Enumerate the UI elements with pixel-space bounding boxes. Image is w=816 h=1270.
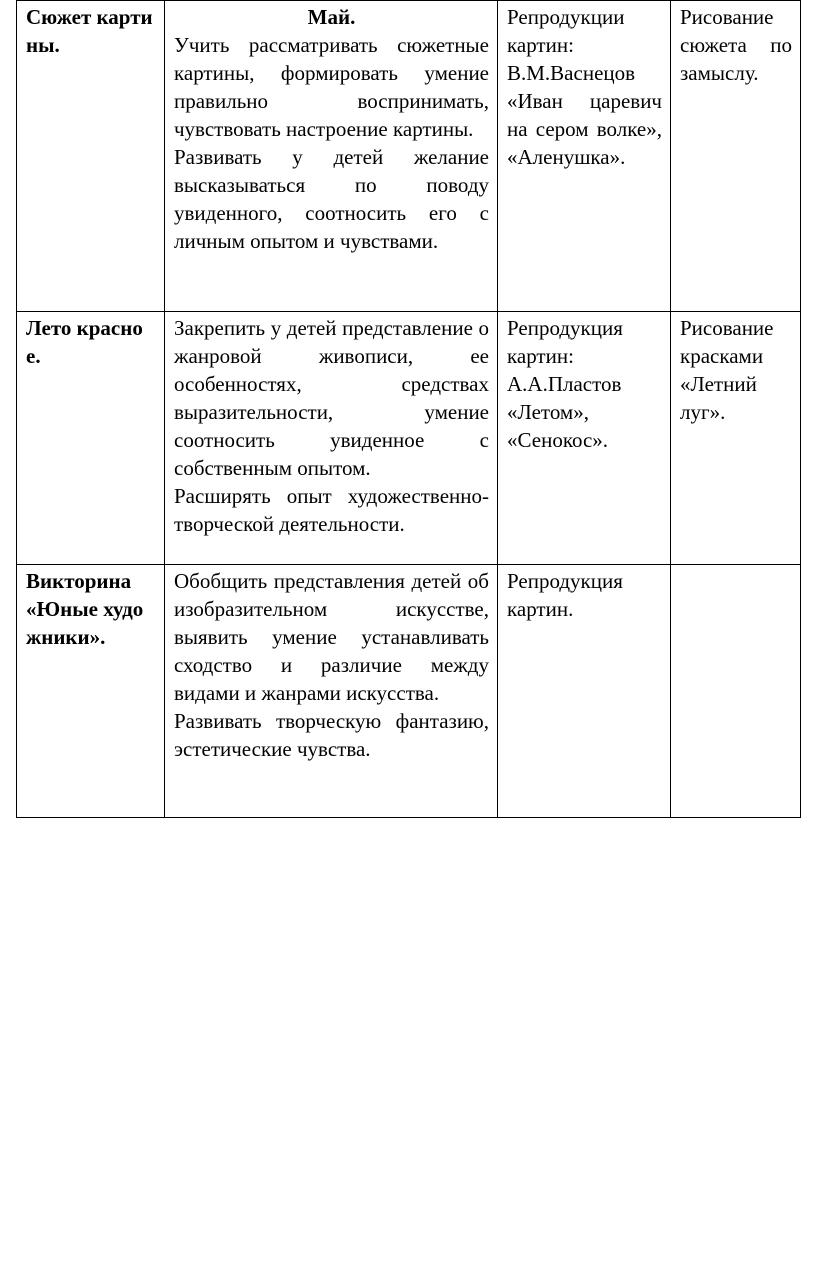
- table-row: [17, 565, 801, 818]
- activity-text: Рисование красками «Летний луг».: [680, 316, 774, 424]
- material-cell: [498, 312, 671, 565]
- month-heading: Май.: [307, 5, 356, 29]
- activity-cell: [671, 1, 801, 312]
- material-text: Репродукция картин: А.А.Пластов «Летом», «Сенокос».: [507, 316, 623, 452]
- material-cell: [498, 565, 671, 818]
- activity-cell: [671, 312, 801, 565]
- goals-cell: [165, 565, 498, 818]
- material-text: Репродукции картин: В.М.Васнецов «Иван царевич на сером волке», «Аленушка».: [507, 5, 662, 169]
- goal-paragraph: Расширять опыт художественно-творческой деятельности.: [174, 484, 489, 536]
- goal-paragraph: Развивать творческую фантазию, эстетические чувства.: [174, 709, 489, 761]
- goals-cell: [165, 312, 498, 565]
- material-text: Репродукция картин.: [507, 569, 623, 621]
- goal-paragraph: Обобщить представления детей об изобразительном искусстве, выявить умение устанавливать сходство и различие между видами и жанрами искусства.: [174, 569, 489, 705]
- goal-paragraph: Закрепить у детей представление о жанровой живописи, ее особенностях, средствах выразительности, умение соотносить увиденное с собственным опытом.: [174, 316, 489, 480]
- topic-cell: Сюжет картины.: [17, 1, 165, 312]
- goals-cell: [165, 1, 498, 312]
- activity-text: Рисование сюжета по замыслу.: [680, 5, 792, 85]
- table-row: [17, 1, 801, 312]
- topic-cell: Лето красное.: [17, 312, 165, 565]
- activity-cell: [671, 565, 801, 818]
- topic-cell: Викторина «Юные художники».: [17, 565, 165, 818]
- material-cell: [498, 1, 671, 312]
- lesson-plan-table: [16, 0, 801, 818]
- goal-paragraph: Развивать у детей желание высказываться по поводу увиденного, соотносить его с личным опытом и чувствами.: [174, 145, 489, 253]
- table-row: [17, 312, 801, 565]
- goal-paragraph: Учить рассматривать сюжетные картины, формировать умение правильно воспринимать, чувствовать настроение картины.: [174, 33, 489, 141]
